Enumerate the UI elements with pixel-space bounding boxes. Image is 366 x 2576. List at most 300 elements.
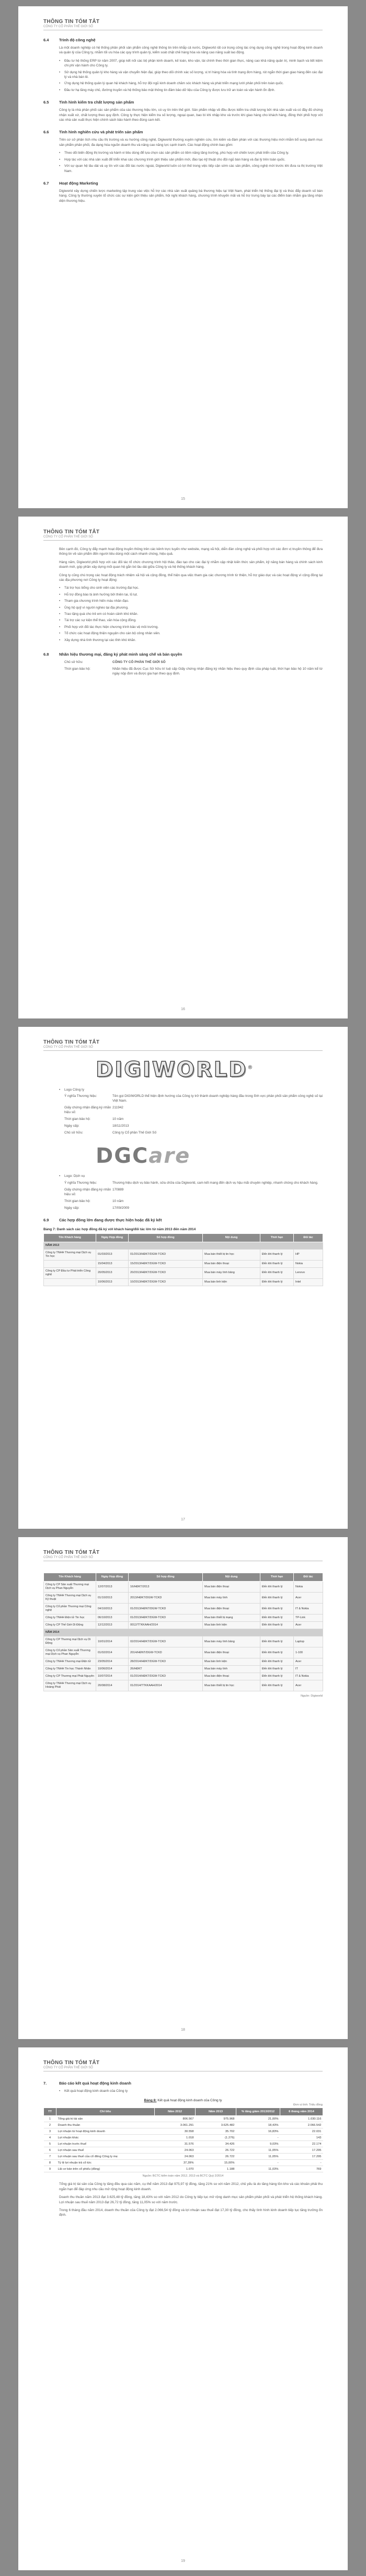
table-number: Bảng 8: <box>144 2099 157 2103</box>
table-cell: Mua bán điện thoại <box>203 1673 260 1680</box>
bullet-item: • Sử dụng hệ thống quản lý kho hàng và vận chuyển hiện đại, giúp theo dõi chính xác số lượng, vị trí hàng hóa và tình trạng đơn hàng, rút ngắn thời gian giao hàng đến các đại lý và nhà bán lẻ. <box>59 70 323 80</box>
table-cell: - <box>236 2135 280 2141</box>
table-cell: 17.295 <box>280 2147 323 2154</box>
bullet-item: • Đầu tư hệ thống ERP từ năm 2007, giúp kết nối các bộ phận kinh doanh, kế toán, kho vận, tài chính theo thời gian thực, nâng cao khả năng quản trị, minh bạch và tiết kiệm chi phí vận hành cho Công ty. <box>59 59 323 68</box>
table-row <box>44 2154 323 2160</box>
detail-label: Giấy chứng nhận đăng ký nhãn hiệu số: <box>64 1106 111 1115</box>
table-cell: Mua bán điện thoại <box>203 1260 260 1267</box>
table-cell: 16/HĐKT/2013 <box>129 1582 203 1593</box>
table-row <box>44 1658 323 1666</box>
table-cell: IT & Nokia <box>294 1673 323 1680</box>
table-cell: 2014/HĐNT/DGW-TCKD <box>129 1647 203 1658</box>
table-cell: Đến khi thanh lý <box>260 1666 294 1673</box>
table-cell: Đến khi thanh lý <box>260 1673 294 1680</box>
table-cell: Đến khi thanh lý <box>260 1267 294 1278</box>
detail-value: 211942 <box>112 1106 123 1110</box>
section-heading <box>43 2081 323 2086</box>
table-cell: 35.702 <box>196 2128 236 2135</box>
header-subtitle: CÔNG TY CỔ PHẦN THẾ GIỚI SỐ <box>43 25 93 28</box>
page-number: 17 <box>181 1518 185 1521</box>
header-title: THÔNG TIN TÓM TẮT <box>43 2060 100 2066</box>
contracts-table-2 <box>43 1573 323 1691</box>
header-title: THÔNG TIN TÓM TẮT <box>43 1039 100 1045</box>
paragraph: Trong 6 tháng đầu năm 2014, doanh thu thuần của Công ty đạt 2.066,54 tỷ đồng và lợi nhuận sau thuế đạt 17,30 tỷ đồng, cho thấy tình hình kinh doanh tiếp tục tăng trưởng ổn định. <box>59 2208 323 2217</box>
table-cell: 02/2014/HĐKT/DGW-TCKD <box>129 1636 203 1647</box>
table-cell: 23/05/2014 <box>96 1658 129 1666</box>
table-cell: Đến khi thanh lý <box>260 1582 294 1593</box>
brand-detail-row <box>64 1124 323 1128</box>
detail-value: Công ty Cổ phần Thế Giới Số <box>112 1131 157 1135</box>
table-cell: 11,03% <box>236 2166 280 2172</box>
paragraph: Tổng giá trị tài sản của Công ty tăng đều qua các năm, cụ thể năm 2013 đạt 975,97 tỷ đồng, tăng 21% so với năm 2012, chủ yếu là do tăng hàng tồn kho và các khoản phải thu ngắn hạn để đáp ứng nhu cầu mở rộng hoạt động kinh doanh. <box>59 2182 323 2191</box>
table-cell: Công ty TNHH Thương mại Dịch vụ Kỹ thuật <box>44 1593 96 1604</box>
table-cell: 26.722 <box>196 2147 236 2154</box>
table-source: Nguồn: BCTC kiểm toán năm 2012, 2013 và BCTC Quý 2/2014 <box>142 2174 224 2178</box>
table-row <box>44 1260 323 1267</box>
table-cell: 26/HĐKT <box>129 1666 203 1673</box>
table-cell: 20/2013/HĐKT/DGW-TCKD <box>129 1267 203 1278</box>
table-header-row <box>44 1233 323 1242</box>
table-cell: 11,05% <box>236 2154 280 2160</box>
column-header: Nội dung <box>203 1573 260 1582</box>
column-header: Số hợp đồng <box>129 1233 203 1242</box>
table-cell: Acer <box>294 1658 323 1666</box>
table-cell: IT & Nokia <box>294 1604 323 1615</box>
table-row <box>44 1622 323 1629</box>
table-cell: 10/07/2014 <box>96 1673 129 1680</box>
table-cell: Mua bán linh kiện <box>203 1278 260 1286</box>
table-cell: Tỷ lệ lợi nhuận trả cổ tức <box>56 2160 155 2166</box>
table-row <box>44 1267 323 1278</box>
brand-detail-row <box>64 1199 323 1204</box>
table-row <box>44 2128 323 2135</box>
section-title: Báo cáo kết quả hoạt động kinh doanh <box>59 2081 131 2086</box>
section-number: 6.5 <box>43 100 49 105</box>
year-row <box>44 1629 323 1636</box>
section-title: Trình độ công nghệ <box>59 38 96 42</box>
table-cell: Công ty TNHH Thương mại Điện tử <box>44 1658 96 1666</box>
table-cell: Mua bán điện thoại <box>203 1604 260 1615</box>
table-row <box>44 1615 323 1622</box>
table-cell: 3.625.482 <box>196 2122 236 2128</box>
table-cell: 11,05% <box>236 2147 280 2154</box>
section-heading <box>43 652 323 657</box>
table-row <box>44 1278 323 1286</box>
bullet-item: • Trao tặng quà cho trẻ em có hoàn cảnh khó khăn. <box>59 612 323 616</box>
detail-value: 17/09/2009 <box>112 1206 129 1210</box>
table-row <box>44 2135 323 2141</box>
column-header: Thời hạn <box>260 1233 294 1242</box>
table-cell: Công ty CP Thương mại Phát Nguyên <box>44 1673 96 1680</box>
page-number: 19 <box>181 2559 185 2563</box>
table-cell: Lenovo <box>294 1267 323 1278</box>
brand-2-details <box>43 1181 323 1210</box>
table-row <box>44 1680 323 1691</box>
page-3 <box>18 1027 348 1529</box>
table-cell: 4 <box>44 2135 56 2141</box>
column-header: Số hợp đồng <box>129 1573 203 1582</box>
brand-label: • Logo: Dịch vụ <box>59 1174 323 1178</box>
brand-label: • Logo Công ty <box>59 1087 323 1092</box>
table-cell: 15,00% <box>196 2160 236 2166</box>
page-header <box>43 19 323 30</box>
table-cell: 26.722 <box>196 2154 236 2160</box>
detail-label: Ý nghĩa Thương hiệu: <box>64 1094 97 1098</box>
table-cell: Laptop <box>294 1636 323 1647</box>
year-label: NĂM 2014 <box>44 1629 323 1636</box>
column-header: Đối tác <box>294 1233 323 1242</box>
table-header-row <box>44 2108 323 2116</box>
section-number: 6.4 <box>43 38 49 42</box>
table-cell: 6 <box>44 2147 56 2154</box>
table-cell: 806.567 <box>155 2116 196 2122</box>
table-cell: 3 <box>44 2128 56 2135</box>
column-header: Nội dung <box>203 1233 260 1242</box>
header-subtitle: CÔNG TY CỔ PHẦN THẾ GIỚI SỐ <box>43 2066 93 2069</box>
table-cell: Mua bán điện thoại <box>203 1582 260 1593</box>
section-heading <box>43 181 323 186</box>
table-cell: 12/12/2013 <box>96 1622 129 1629</box>
table-row <box>44 1593 323 1604</box>
table-cell: Lợi nhuận khác <box>56 2135 155 2141</box>
table-cell: Mua bán thiết bị tin học <box>203 1680 260 1691</box>
table-cell: Mua bán máy tính <box>203 1666 260 1673</box>
table-row <box>44 2116 323 2122</box>
table-cell: 5 <box>44 2141 56 2147</box>
page-header <box>43 2060 323 2071</box>
brand-detail-row <box>64 1181 323 1185</box>
table-row <box>44 1666 323 1673</box>
detail-value: Tên gọi DIGIWORLD thể hiện định hướng của Công ty trở thành doanh nghiệp hàng đầu trong lĩnh vực phân phối sản phẩm công nghệ số tại Việt Nam. <box>112 1094 323 1103</box>
table-header-row <box>44 1573 323 1582</box>
section-heading <box>43 1218 323 1222</box>
table-cell: 01/2013/HĐKT/DGW-TCKD <box>129 1249 203 1260</box>
table-cell: 01/2013/HĐNT/DGW-TCKD <box>129 1604 203 1615</box>
table-cell: 1.030.116 <box>280 2116 323 2122</box>
bullet-item: • Xây dựng nhà tình thương tại các tỉnh khó khăn. <box>59 638 323 643</box>
table-cell: Đến khi thanh lý <box>260 1260 294 1267</box>
table-cell: Mua bán thiết bị tin học <box>203 1249 260 1260</box>
table-cell: 0012/TTKKAAH/2014 <box>129 1622 203 1629</box>
column-header: Năm 2012 <box>155 2108 196 2116</box>
table-cell: 21,00% <box>236 2116 280 2122</box>
header-subtitle: CÔNG TY CỔ PHẦN THẾ GIỚI SỐ <box>43 1556 93 1559</box>
detail-value: 170889 <box>112 1187 124 1192</box>
table-cell: 04/10/2013 <box>96 1604 129 1615</box>
table-cell: Công ty CP Thương mại Dịch vụ Di Động <box>44 1636 96 1647</box>
table-cell: 12/07/2013 <box>96 1582 129 1593</box>
section-number: 6.8 <box>43 652 49 657</box>
table-cell: Acer <box>294 1680 323 1691</box>
bullet-item: • Hợp tác với các nhà sản xuất để triển khai các chương trình giới thiệu sản phẩm mới, đào tạo kỹ thuật cho đội ngũ bán hàng và đại lý trên toàn quốc. <box>59 157 323 162</box>
table-cell: 15/04/2013 <box>96 1260 129 1267</box>
table-cell: Đến khi thanh lý <box>260 1249 294 1260</box>
table-row <box>44 2141 323 2147</box>
table-caption <box>43 2099 323 2102</box>
table-cell: Công ty Cổ phần Sản xuất Thương mại Dịch vụ Phan Nguyễn <box>44 1647 96 1658</box>
table-cell: 22.031 <box>280 2128 323 2135</box>
page-2 <box>18 517 348 1018</box>
detail-label: Ngày cấp: <box>64 1206 79 1210</box>
table-cell: Công ty CP Sản xuất Thương mại Dịch vụ Phan Nguyễn <box>44 1582 96 1593</box>
table-row <box>44 1249 323 1260</box>
table-cell: Đến khi thanh lý <box>260 1647 294 1658</box>
detail-label: Ngày cấp: <box>64 1124 79 1128</box>
protection-row <box>64 667 323 676</box>
table-cell: Lợi nhuận từ hoạt động kinh doanh <box>56 2128 155 2135</box>
table-cell: 17.295 <box>280 2154 323 2160</box>
table-cell: 143 <box>280 2135 323 2141</box>
column-header: Tên Khách hàng <box>44 1573 96 1582</box>
detail-value: 18/11/2013 <box>112 1124 129 1128</box>
column-header: Ngày Hợp đồng <box>96 1573 129 1582</box>
paragraph: Là một doanh nghiệp có hệ thống phân phối sản phẩm công nghệ thông tin trên khắp cả nước, Digiworld rất coi trọng công tác ứng dụng công nghệ trong hoạt động kinh doanh và quản lý của Công ty, nhằm tối ưu hóa các quy trình quản lý, kiểm soát chặt chẽ hàng hóa và nâng cao năng suất lao động. <box>59 46 323 55</box>
section-number: 7. <box>43 2081 47 2086</box>
table-cell: 31.576 <box>155 2141 196 2147</box>
table-cell: 9,03% <box>236 2141 280 2147</box>
table-cell: Acer <box>294 1622 323 1629</box>
table-cell: 01/2013/HĐKT/DGW-TCKD <box>129 1615 203 1622</box>
column-header: % tăng giảm 2013/2012 <box>236 2108 280 2116</box>
dgcare-logo-text: DGCare <box>96 1144 191 1169</box>
csr-list <box>43 586 323 643</box>
table-cell: Mua bán máy tính <box>203 1593 260 1604</box>
paragraph: Digiworld xây dựng chiến lược marketing tập trung vào việc hỗ trợ các nhà sản xuất quảng bá thương hiệu tại Việt Nam, phát triển hệ thống đại lý và thúc đẩy doanh số bán hàng. Công ty thường xuyên tổ chức các sự kiện giới thiệu sản phẩm, hội nghị khách hàng, chương trình khuyến mãi và hỗ trợ trưng bày tại các điểm bán nhằm gia tăng nhận diện thương hiệu. <box>59 189 323 203</box>
page-header <box>43 529 323 541</box>
dgcare-logo <box>96 1142 323 1170</box>
table-cell: Lợi nhuận sau thuế <box>56 2147 155 2154</box>
bullet-item: • Hỗ trợ đồng bào bị ảnh hưởng bởi thiên tai, lũ lụt. <box>59 592 323 597</box>
paragraph: Doanh thu thuần năm 2013 đạt 3.625,48 tỷ đồng, tăng 18,43% so với năm 2012 do Công ty tiếp tục mở rộng danh mục sản phẩm phân phối và phát triển hệ thống khách hàng. Lợi nhuận sau thuế năm 2013 đạt 26,72 tỷ đồng, tăng 11,05% so với năm trước. <box>59 2195 323 2204</box>
bullet-item: • Ủng hộ quỹ vì người nghèo tại địa phương. <box>59 605 323 610</box>
table-cell: 37,39% <box>155 2160 196 2166</box>
detail-label: Giấy chứng nhận đăng ký nhãn hiệu số: <box>64 1187 111 1196</box>
brand-detail-row <box>64 1130 323 1135</box>
table-cell <box>44 1278 96 1286</box>
detail-value: Thương hiệu dịch vụ bảo hành, sửa chữa của Digiworld, cam kết mang đến dịch vụ hậu mãi chuyên nghiệp, nhanh chóng cho khách hàng. <box>112 1181 318 1185</box>
table-row <box>44 2147 323 2154</box>
table-cell: 10/01/2014 <box>96 1636 129 1647</box>
digiworld-logo-text: DIGIWORLD® <box>96 1058 255 1082</box>
table-cell: Lợi nhuận sau thuế của cổ đông Công ty mẹ <box>56 2154 155 2160</box>
table-cell: 18,43% <box>236 2122 280 2128</box>
owner-row <box>64 660 323 665</box>
table-cell: Đến khi thanh lý <box>260 1604 294 1615</box>
table-unit: Đơn vị tính: Triệu đồng <box>293 2103 323 2107</box>
column-header: TT <box>44 2108 56 2116</box>
page-number: 16 <box>181 1007 185 1011</box>
page-5 <box>18 2047 348 2570</box>
table-cell: 2.066.542 <box>280 2122 323 2128</box>
detail-label: Thời gian bảo hộ: <box>64 1117 91 1121</box>
digiworld-logo <box>96 1056 323 1083</box>
section-heading <box>43 38 323 42</box>
header-subtitle: CÔNG TY CỔ PHẦN THẾ GIỚI SỐ <box>43 535 93 539</box>
table-cell: TP-Link <box>294 1615 323 1622</box>
table-cell: Đến khi thanh lý <box>260 1622 294 1629</box>
brand-detail-row <box>64 1206 323 1210</box>
protection-value: Nhãn hiệu đã được Cục Sở hữu trí tuệ cấp Giấy chứng nhận đăng ký nhãn hiệu theo quy định của pháp luật, thời hạn bảo hộ 10 năm kể từ ngày nộp đơn và được gia hạn theo quy định. <box>112 667 323 676</box>
paragraph: Bên cạnh đó, Công ty đẩy mạnh hoạt động truyền thông trên các kênh trực tuyến như website, mạng xã hội, diễn đàn công nghệ và phối hợp với các đơn vị truyền thông để đưa thông tin về sản phẩm đến người tiêu dùng một cách nhanh chóng, hiệu quả. <box>59 547 323 556</box>
column-header: Thời hạn <box>260 1573 294 1582</box>
table-cell: Mua bán linh kiện <box>203 1658 260 1666</box>
table-cell: 01/03/2013 <box>96 1249 129 1260</box>
table-cell: Đến khi thanh lý <box>260 1593 294 1604</box>
table-cell: Đến khi thanh lý <box>260 1278 294 1286</box>
subsection-title: • Kết quả hoạt động kinh doanh của Công ty <box>59 2089 323 2093</box>
table-cell: Mua bán máy tính bảng <box>203 1636 260 1647</box>
table-cell: 8 <box>44 2160 56 2166</box>
bullet-item: • Tài trợ học bổng cho sinh viên các trường đại học. <box>59 586 323 590</box>
table-title: Kết quả hoạt động kinh doanh của Công ty <box>157 2099 222 2103</box>
table-row <box>44 1604 323 1615</box>
table-cell: - <box>280 2160 323 2166</box>
table-cell <box>44 1260 96 1267</box>
table-row <box>44 2160 323 2166</box>
page-number: 18 <box>181 2028 185 2032</box>
owner-label: Chủ sở hữu: <box>64 660 83 665</box>
section-title: Các hợp đồng lớn đang được thực hiện hoặc đã ký kết <box>59 1217 162 1222</box>
table-source: Nguồn: Digiworld <box>301 1695 323 1698</box>
table-cell: 01/2014/HĐKT/DGW-TCKD <box>129 1673 203 1680</box>
page-4 <box>18 1537 348 2039</box>
table-cell: 01/2014/TTKKAAH/2014 <box>129 1680 203 1691</box>
bullet-item: • Tổ chức các hoạt động thiện nguyện cho cán bộ công nhân viên. <box>59 631 323 636</box>
section-title: Tình hình kiểm tra chất lượng sản phẩm <box>59 100 134 105</box>
table-cell: 975.968 <box>196 2116 236 2122</box>
table-row <box>44 1636 323 1647</box>
bullet-item: • Với sự quan hệ lâu dài và uy tín với các đối tác nước ngoài, Digiworld luôn có lợi thế trong việc tiếp cận sớm các sản phẩm, công nghệ mới trước khi đưa ra thị trường Việt Nam. <box>59 164 323 174</box>
bullet-item: • Đầu tư hạ tầng máy chủ, đường truyền và hệ thống bảo mật thông tin đảm bảo dữ liệu của Công ty được lưu trữ an toàn và vận hành ổn định. <box>59 88 323 93</box>
table-cell: 1 <box>44 2116 56 2122</box>
table-row <box>44 1582 323 1593</box>
table-cell: 01/10/2013 <box>96 1593 129 1604</box>
table-cell: 10/06/2013 <box>96 1278 129 1286</box>
section-title: Nhãn hiệu thương mại, đăng ký phát minh sáng chế và bản quyền <box>59 652 182 657</box>
table-cell: 769 <box>280 2166 323 2172</box>
header-title: THÔNG TIN TÓM TẮT <box>43 1550 100 1555</box>
contracts-table-1 <box>43 1233 323 1286</box>
table-row <box>44 2122 323 2128</box>
section-number: 6.6 <box>43 130 49 135</box>
table-cell: 16,83% <box>236 2128 280 2135</box>
table-cell: Đến khi thanh lý <box>260 1658 294 1666</box>
table-cell: 7 <box>44 2154 56 2160</box>
table-cell: Công ty TNHH Thương mại Dịch vụ Hoàng Phát <box>44 1680 96 1691</box>
table-cell: 24.063 <box>155 2147 196 2154</box>
table-caption: Bảng 7: Danh sách các hợp đồng đã ký với khách hàng/đối tác lớn từ năm 2013 đến năm 2014 <box>43 1227 196 1231</box>
table-cell: 20/08/2014 <box>96 1680 129 1691</box>
header-title: THÔNG TIN TÓM TẮT <box>43 529 100 535</box>
table-cell: Đến khi thanh lý <box>260 1615 294 1622</box>
column-header: Đối tác <box>294 1573 323 1582</box>
paragraph: Công ty là nhà phân phối các sản phẩm của các thương hiệu lớn, có uy tín trên thế giới. Sản phẩm nhập về đều được kiểm tra chất lượng bởi nhà sản xuất và có đầy đủ chứng nhận xuất xứ, chất lượng theo quy định. Công ty thực hiện kiểm tra số lượng, ngoại quan, bao bì khi nhập kho và trước khi giao hàng cho khách hàng, đồng thời phối hợp với các nhà sản xuất thực hiện chính sách bảo hành theo đúng cam kết. <box>59 108 323 122</box>
page-1 <box>18 6 348 508</box>
table-cell: Công ty CP Thế Giới Di Động <box>44 1622 96 1629</box>
table-cell: 1-100 <box>294 1647 323 1658</box>
table-cell: 22.174 <box>280 2141 323 2147</box>
section-number: 6.9 <box>43 1217 49 1222</box>
column-header: Năm 2013 <box>196 2108 236 2116</box>
section-number: 6.7 <box>43 180 49 186</box>
bullet-item: • Tham gia chương trình hiến máu nhân đạo. <box>59 599 323 603</box>
header-subtitle: CÔNG TY CỔ PHẦN THẾ GIỚI SỐ <box>43 1046 93 1049</box>
table-cell: Đến khi thanh lý <box>260 1636 294 1647</box>
table-cell: Lợi nhuận trước thuế <box>56 2141 155 2147</box>
owner-value: CÔNG TY CỔ PHẦN THẾ GIỚI SỐ <box>112 660 166 665</box>
table-cell: 01/02/2014 <box>96 1647 129 1658</box>
column-header: Ngày Hợp đồng <box>96 1233 129 1242</box>
detail-label: Thời gian bảo hộ: <box>64 1199 91 1203</box>
bullet-item: • Ứng dụng hệ thống quản lý quan hệ khách hàng, hỗ trợ đội ngũ kinh doanh chăm sóc khách hàng và phát triển mạng lưới phân phối trên toàn quốc. <box>59 81 323 86</box>
section-title: Hoạt động Marketing <box>59 180 98 186</box>
page-header <box>43 1039 323 1051</box>
brand-1-details <box>43 1094 323 1135</box>
brand-detail-row <box>64 1187 323 1197</box>
detail-label: Ý nghĩa Thương hiệu: <box>64 1181 97 1185</box>
table-cell: Nokia <box>294 1582 323 1593</box>
paragraph: Công ty cũng chú trọng các hoạt động trách nhiệm xã hội và cộng đồng, thể hiện qua việc tham gia các chương trình từ thiện, hỗ trợ giáo dục và các hoạt động vì cộng đồng tại các địa phương nơi Công ty hoạt động: <box>59 573 323 582</box>
header-title: THÔNG TIN TÓM TẮT <box>43 19 100 25</box>
table-cell: 15/2013/HĐKT/DGW-TCKD <box>129 1260 203 1267</box>
detail-value: 10 năm <box>112 1117 124 1121</box>
financial-table <box>43 2108 323 2172</box>
table-cell: 10/06/2014 <box>96 1666 129 1673</box>
table-cell: Lãi cơ bản trên cổ phiếu (đồng) <box>56 2166 155 2172</box>
table-cell: Công ty TNHH Thương mại Dịch vụ Tin học <box>44 1249 96 1260</box>
detail-label: Chủ sở hữu: <box>64 1131 83 1135</box>
paragraph: Hàng năm, Digiworld phối hợp với các đối tác tổ chức chương trình hội thảo, đào tạo cho các đại lý nhằm cập nhật kiến thức sản phẩm, kỹ năng bán hàng và chính sách kinh doanh mới, góp phần xây dựng mối quan hệ gắn bó lâu dài giữa Công ty và hệ thống khách hàng. <box>59 560 323 569</box>
table-cell: Mua bán máy tính bảng <box>203 1267 260 1278</box>
bullet-item: • Theo dõi biến động thị trường và hành vi tiêu dùng để lựa chọn các sản phẩm có tiềm năng tăng trưởng, phù hợp với chiến lược phát triển của Công ty. <box>59 151 323 155</box>
table-cell: Mua bán linh kiện <box>203 1622 260 1629</box>
table-cell: 1.188 <box>196 2166 236 2172</box>
table-cell: Intel <box>294 1278 323 1286</box>
table-cell: Tổng giá trị tài sản <box>56 2116 155 2122</box>
brand-detail-row <box>64 1105 323 1115</box>
table-cell: Mua bán thiết bị mạng <box>203 1615 260 1622</box>
table-cell: Công ty TNHH Điện tử Tin học <box>44 1615 96 1622</box>
table-cell: Acer <box>294 1593 323 1604</box>
table-cell: Công ty Cổ phần Thương mại Công nghệ <box>44 1604 96 1615</box>
brand-detail-row <box>64 1117 323 1121</box>
table-cell: HP <box>294 1249 323 1260</box>
table-cell: 1.018 <box>155 2135 196 2141</box>
table-cell: 2013/HĐKT/DGW-TCKD <box>129 1593 203 1604</box>
table-cell: (1.276) <box>196 2135 236 2141</box>
paragraph: Trên cơ sở phân tích nhu cầu thị trường và xu hướng công nghệ, Digiworld thường xuyên nghiên cứu, tìm kiếm và đàm phán với các thương hiệu mới nhằm bổ sung danh mục sản phẩm phân phối, đa dạng hóa nguồn doanh thu và nâng cao năng lực cạnh tranh. Các hoạt động chính bao gồm: <box>59 138 323 147</box>
table-cell: Công ty CP Đầu tư Phát triển Công nghệ <box>44 1267 96 1278</box>
column-header: Chỉ tiêu <box>56 2108 155 2116</box>
section-heading <box>43 130 323 134</box>
column-header: 6 tháng năm 2014 <box>280 2108 323 2116</box>
table-cell: 2 <box>44 2122 56 2128</box>
table-cell: 06/10/2013 <box>96 1615 129 1622</box>
table-cell: 30.558 <box>155 2128 196 2135</box>
table-cell: - <box>236 2160 280 2166</box>
table-row <box>44 1673 323 1680</box>
detail-value: 10 năm <box>112 1199 124 1203</box>
section-heading <box>43 100 323 105</box>
section-title: Tình hình nghiên cứu và phát triển sản phẩm <box>59 130 143 135</box>
table-cell: 34.426 <box>196 2141 236 2147</box>
protection-label: Thời gian bảo hộ: <box>64 667 91 671</box>
year-row <box>44 1242 323 1249</box>
table-cell: 28/2014/HĐKT/DGW-TCKD <box>129 1658 203 1666</box>
table-cell: Đến khi thanh lý <box>260 1680 294 1691</box>
table-cell: 3.061.291 <box>155 2122 196 2128</box>
table-cell: 20/05/2013 <box>96 1267 129 1278</box>
